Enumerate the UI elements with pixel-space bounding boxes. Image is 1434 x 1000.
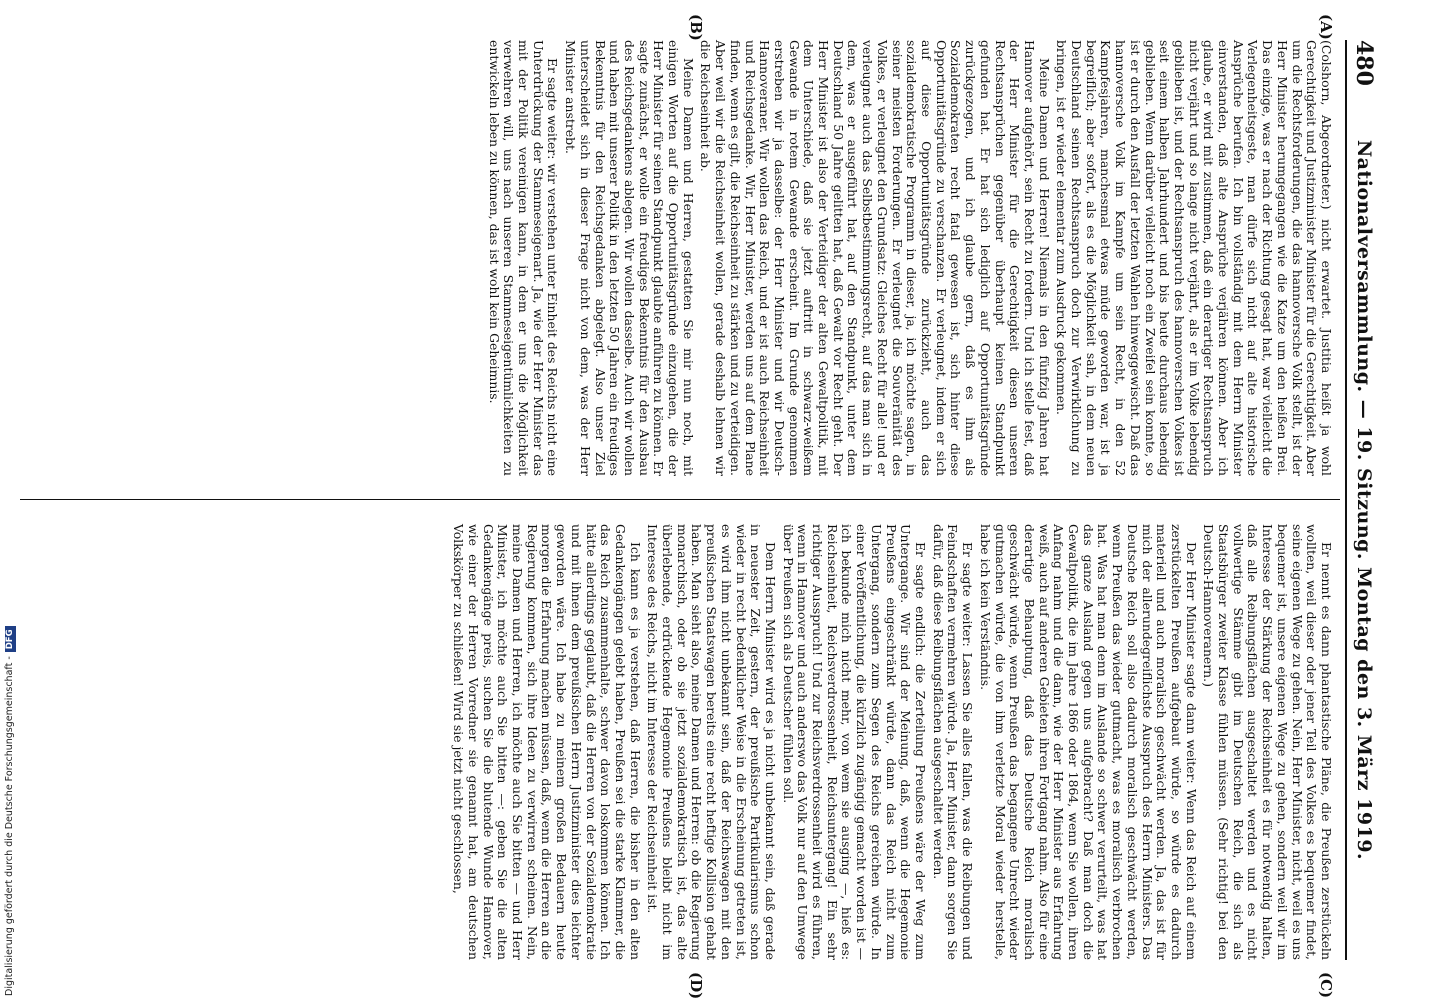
column-divider bbox=[20, 499, 1340, 500]
paragraph: Dem Herrn Minister wird es ja nicht unbekannt sein, daß gerade in neuester Zeit, gestern, der preußische Partikularismus schon wieder in recht bedenklicher Weise in die Erscheinung getreten ist, es wird ihm nicht unbekannt sein, daß der Reichswagen mit den preußischen Staatswagen bereits eine recht heftige Kollision gehabt haben. Man sieht also, meine Damen und Herren: ob die Regierung monarchisch, oder ob sie jetzt sozialdemokratisch ist, das alte überlebende, erdrückende Hegemonie Preußens bleibt nicht im Interesse des Reichs, nicht im Interesse der Reichseinheit ist. bbox=[645, 524, 778, 960]
page-header bbox=[1345, 40, 1379, 960]
header-rule bbox=[1345, 40, 1347, 960]
paragraph: Meine Damen und Herren! Niemals in den fünfzig Jahren hat Hannover aufgehört, sein Recht zu fordern. Und ich stelle fest, daß der Herr Minister für die Gerechtigkeit diesen unseren Rechtsansprüchen gegenüber überhaupt keinen Standpunkt gefunden hat. Er hat sich lediglich auf Opportunitätsgründe zurückgezogen, und ich glaube gern, daß es ihm als Sozialdemokraten recht fatal gewesen ist, sich hinter diese Opportunitätsgründe zu verschanzen. Er verleugnet, indem er sich auf diese Opportunitätsgründe zurückzieht, auch das sozialdemokratische Programm in dieser, ja, ich möchte sagen, in seiner meisten Forderungen. Er verleugnet die Souveränität des Volkes, er verleugnet den Grundsatz: Gleiches Recht für alle! und er verleugnet auch das Selbstbestimmungsrecht, auf das man sich in dem, was er ausgeführt hat, auf den Standpunkt, unter dem Deutschland 50 Jahre gelitten hat, daß Gewalt vor Recht geht. Der Herr Minister ist also der Verteidiger der alten Gewaltpolitik, mit dem Unterschiede, daß sie jetzt auftritt in schwarz-weißem Gewande in rotem Gewande erscheint. Im Grunde genommen erstreben wir ja dasselbe: der Herr Minister und wir Deutsch-Hannoveraner. Wir wollen das Reich, und er ist auch Reichseinheit und Reichsgedanke. Wir, Herr Minister, werden uns auf dem Plane finden, wenn es gilt, die Reichseinheit zu stärken und zu verteidigen. Aber weil wir die Reichseinheit wollen, gerade deshalb lehnen wir die Reichseinheit ab. bbox=[698, 40, 1052, 476]
right-column bbox=[448, 524, 1333, 960]
paragraph: Er sagte weiter: Lassen Sie alles fallen, was die Reibungen und Feindschaften vermehren würde. Ja, Herr Minister, dann sorgen Sie dafür, daß diese Reibungsflächen ausgeschaltet werden. bbox=[930, 524, 976, 960]
paragraph: Ich kann es ja verstehen, daß Herren, die bisher in den alten Gedankengängen gelebt haben, Preußen sei die starke Klammer, die das Reich zusammenhalte, schwer davon loskommen können. Ich hätte allerdings geglaubt, daß die Herren von der Sozialdemokratie und mit ihnen dem preußischen Herrn Justizminister dies leichter geworden wäre. Ich habe zu meinem großen Bedauern heute morgen die Erfahrung machen müssen, daß, wenn die Herren an die Regierung kommen, sich ihre Ideen zu verwirren scheinen. Nein, meine Damen und Herren, ich möchte auch Sie bitten — und Herr Minister, ich möchte auch Sie bitten —: geben Sie die alten Gedankengänge preis, suchen Sie die blutende Wunde Hannover, wie einer der Herren Vorredner sie genannt hat, am deutschen Volkskörper zu schließen! Wird sie jetzt nicht geschlossen, bbox=[451, 524, 643, 960]
paragraph: Er sagte endlich: die Zerteilung Preußens wäre der Weg zum Untergange. Wir sind der Meinung, daß, wenn die Hegemonie Preußens eingeschränkt würde, dann das Reich nicht zum Untergang, sondern zum Segen des Reichs gereichen würde. In einer Veröffentlichung, die kürzlich zugängig gemacht worden ist — ich bekunde mich nicht mehr, von wem sie ausging —, hieß es: Reichseinheit, Reichsverdrossenheit, Reichsuntergang! Ein sehr richtiger Ausspruch! Und zur Reichsverdrossenheit wird es führen, wenn in Hannover und auch anderswo das Volk nur auf den Umwege über Preußen sich als Deutscher fühlen soll. bbox=[780, 524, 929, 960]
margin-letter-c: (C) bbox=[1317, 972, 1335, 999]
margin-letter-b: (B) bbox=[687, 14, 705, 41]
paragraph: Er nennt es dann phantastische Pläne, die Preußen zerstückeln wollten, weil dieser oder jener Teil des Volkes es bequemer findet, seine eigenen Wege zu gehen. Nein, Herr Minister, nicht, weil es uns bequemer ist, unsere eigenen Wege zu gehen, sondern weil wir im Interesse der Stärkung der Reichseinheit es für notwendig halten, daß alle Reibungsflächen ausgeschaltet werden und es nicht vollwertige Stämme gibt im Deutschen Reich, die sich als Staatsbürger zweiter Klasse fühlen müssen. (Sehr richtig! bei den Deutsch-Hannoveranern.) bbox=[1201, 524, 1334, 960]
paragraph: Er sagte weiter: wir verstehen unter Einheit des Reichs nicht eine Unterdrückung der Stammeseigenart. Ja, wie der Herr Minister das mit der Politik vereinigen kann, in dem er uns die Möglichkeit verwehren will, uns nach unseren Stammeseigentümlichkeiten zu entwickeln leben zu können, das ist wohl kein Geheimnis. bbox=[486, 40, 561, 476]
paragraph: Der Herr Minister sagte dann weiter: Wenn das Reich auf einem zerstückelten Preußen aufgebaut würde, so würde es dadurch materiell und auch moralisch geschwächt werden. Ja, das ist für mich der allerundegreiflichste Ausspruch des Herrn Ministers. Das Deutsche Reich soll also dadurch moralisch geschwächt werden, wenn Preußen das wieder gutmacht, was es moralisch verbrochen hat. Was hat man denn im Auslande so schwer verurteilt, was hat das ganze Ausland gegen uns aufgebracht? Daß man doch die Gewaltpolitik, die im Jahre 1866 oder 1864, wenn Sie wollen, ihren Anfang nahm und die dann, wie der Herr Minister aus Erfahrung weiß, auch auf anderen Gebieten ihren Fortgang nahm. Also für eine derartige Behauptung, daß das Deutsche Reich moralisch geschwächt würde, wenn Preußen das begangene Unrecht wieder gutmachen würde, die von ihm verletzte Moral wieder herstelle, habe ich kein Verständnis. bbox=[977, 524, 1199, 960]
dfg-logo-icon: DFG bbox=[5, 626, 16, 652]
paragraph: Meine Damen und Herren, gestatten Sie mir nun noch, mit einigen Worten auf die Opportunitätsgründe einzugehen, die der Herr Minister für seinen Standpunkt glaubte anführen zu können. Er sagte zunächst, er wolle ein freudiges Bekenntnis für den Ausbau des Reichsgedankens ablegen. Wir wollen dasselbe. Auch wir wollen und haben mit unserer Politik in den letzten 50 Jahren ein freudiges Bekenntnis für den Reichsgedanken abgelegt. Also unser Ziel unterscheidet sich in dieser Frage nicht von dem, was der Herr Minister anstrebt. bbox=[563, 40, 696, 476]
margin-letter-a: (A) bbox=[1317, 14, 1335, 40]
page-number: 480 bbox=[1351, 40, 1377, 86]
digitization-credit bbox=[4, 6, 18, 996]
credit-text: Digitalisierung gefördert durch die Deutsche Forschungsgemeinschaft - bbox=[4, 656, 15, 996]
left-column bbox=[483, 40, 1333, 476]
paragraph: (Colshorn, Abgeordneter.) nicht erwartet. Justitia heißt ja wohl Gerechtigkeit und Justizminister Minister für die Gerechtigkeit. Aber um die Rechtsforderungen, die das hannoversche Volk stellt, ist der Herr Minister herumgegangen wie die Katze um den heißen Brei. Das einzige, was er nach der Richtung gesagt hat, war vielleicht die Verlegenheitsgeste, man dürfe sich nicht auf alte historische Ansprüche berufen. Ich bin vollständig mit dem Herrn Minister einverstanden, daß alte Ansprüche verjähren können. Aber ich glaube, er wird mit zustimmen, daß ein derartiger Rechtsanspruch nicht verjährt und so lange nicht verjährt, als er im Volke lebendig geblieben ist, und der Rechtsanspruch des hannoverschen Volkes ist seit einem halben Jahrhundert und bis heute durchaus lebendig geblieben. Wenn darüber vielleicht noch ein Zweifel sein konnte, so ist er durch den Ausfall der letzten Wahlen hinweggewischt. Daß das hannoversche Volk im Kampfe um sein Recht, in den 52 Kampfesjahren, manchesmal etwas müde geworden war, ist ja begreiflich; aber sofort, als es die Möglichkeit sah, in dem neuen Deutschland seinen Rechtsanspruch doch zur Verwirklichung zu bringen, ist er wieder elementar zum Ausdruck gekommen. bbox=[1054, 40, 1334, 476]
page-title: Nationalversammlung. — 19. Sitzung. Montag den 3. März 1919. bbox=[1353, 139, 1375, 861]
margin-letter-d: (D) bbox=[687, 972, 705, 1000]
